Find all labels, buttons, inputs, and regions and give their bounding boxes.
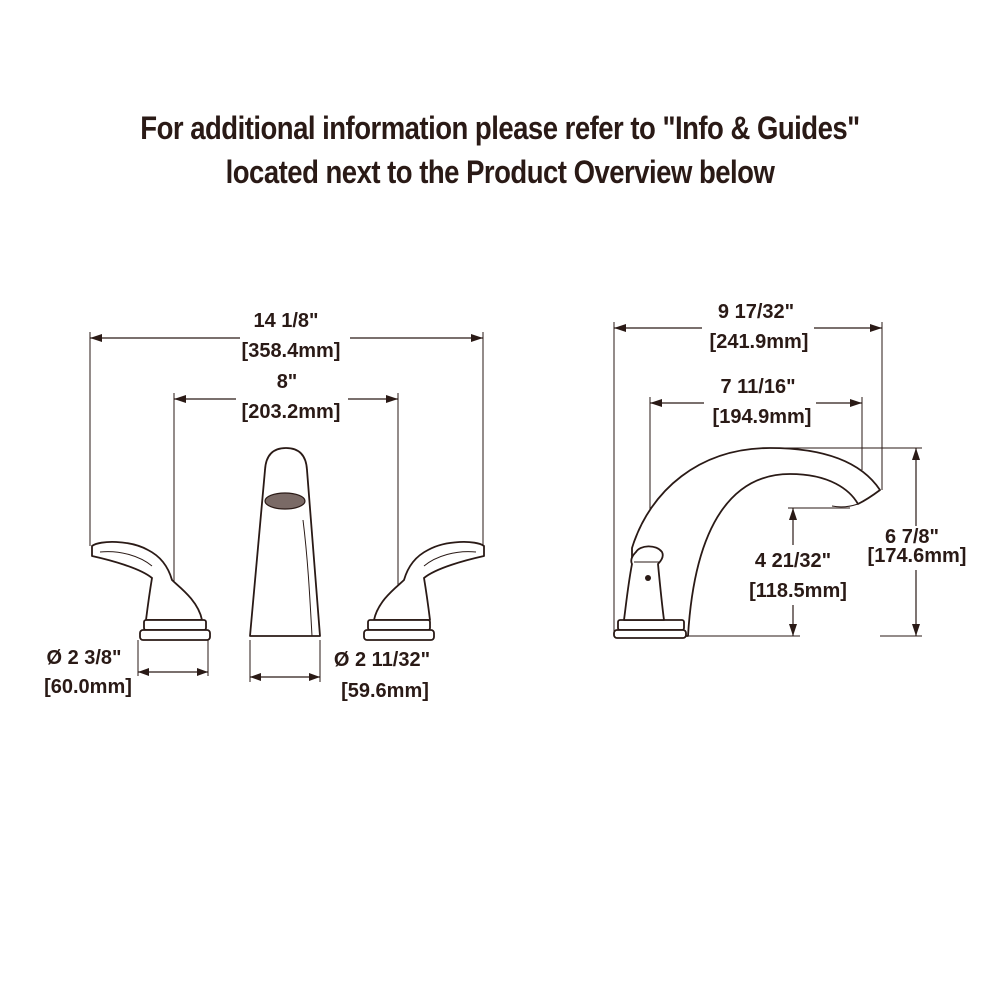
aerator-icon — [265, 493, 305, 509]
handle-base-dimension — [44, 640, 208, 698]
handle-base-metric: [60.0mm] — [44, 676, 132, 698]
spout-clearance-imperial: 4 21/32" — [754, 550, 832, 572]
spout-front — [250, 448, 320, 636]
front-view — [44, 305, 484, 702]
overall-height-metric: [174.6mm] — [867, 545, 967, 567]
handle-base-imperial: Ø 2 3/8" — [46, 647, 122, 669]
right-handle — [364, 542, 484, 640]
handle-screw-icon — [645, 575, 651, 581]
spout-base-dimension — [250, 640, 430, 702]
overall-width-metric: [358.4mm] — [241, 340, 341, 362]
spout-reach-metric: [194.9mm] — [712, 406, 812, 428]
overall-depth-metric: [241.9mm] — [709, 331, 809, 353]
instruction-line-2: located next to the Product Overview below — [225, 154, 775, 190]
center-spacing-imperial: 8" — [276, 371, 298, 393]
center-spacing-metric: [203.2mm] — [241, 401, 341, 423]
spout-base-metric: [59.6mm] — [341, 680, 429, 702]
spout-clearance-metric: [118.5mm] — [749, 580, 847, 602]
left-handle — [92, 542, 210, 640]
instruction-line-1: For additional information please refer to "Info & Guides" — [140, 110, 860, 146]
side-handle — [624, 546, 664, 620]
spout-base-imperial: Ø 2 11/32" — [333, 649, 431, 671]
overall-width-imperial: 14 1/8" — [253, 310, 319, 332]
overall-depth-imperial: 9 17/32" — [717, 301, 795, 323]
overall-height-imperial: 6 7/8" — [885, 526, 939, 548]
spout-reach-imperial: 7 11/16" — [720, 376, 796, 398]
side-view — [614, 296, 972, 638]
